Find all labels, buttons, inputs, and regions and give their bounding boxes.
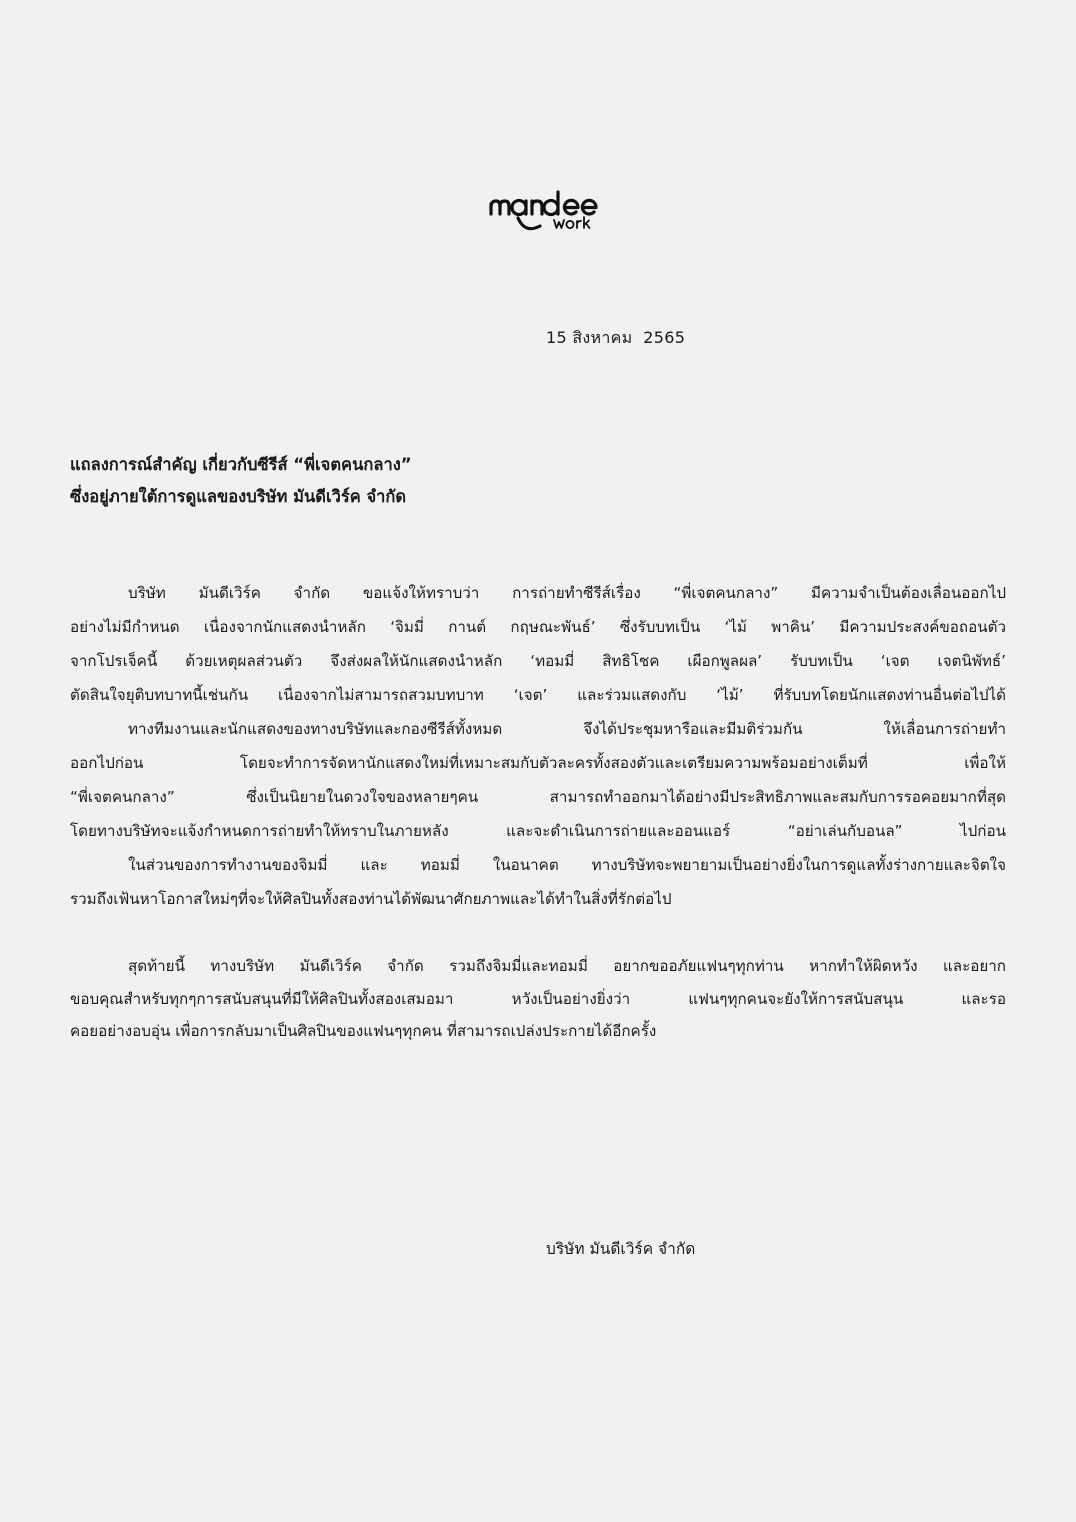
closing-line: สุดท้ายนี้ ทางบริษัท มันดีเวิร์ค จำกัด รวมถึงจิมมี่และทอมมี่ อยากขออภัยแฟนๆทุกท่าน หากทำให้ผิดหวัง และอยาก: [128, 957, 1006, 975]
mandee-work-logo: [488, 190, 610, 240]
letter-date: 15 สิงหาคม 2565: [546, 328, 686, 347]
closing-paragraph: [70, 950, 1006, 1048]
body-line: ในส่วนของการทำงานของจิมมี่ และ ทอมมี่ ในอนาคต ทางบริษัทจะพยายามเป็นอย่างยิ่งในการดูแลทั้งร่างกายและจิตใจ: [128, 856, 1006, 874]
body-line: “พี่เจตคนกลาง” ซึ่งเป็นนิยายในดวงใจของหลายๆคน สามารถทำออกมาได้อย่างมีประสิทธิภาพและสมกับการรอคอยมากที่สุด: [70, 788, 1006, 806]
statement-body: [70, 576, 1006, 916]
title-line-2: ซึ่งอยู่ภายใต้การดูแลของบริษัท มันดีเวิร์ค จำกัด: [70, 487, 407, 506]
body-line: ตัดสินใจยุติบทบาทนี้เช่นกัน เนื่องจากไม่สามารถสวมบทบาท ‘เจต’ และร่วมแสดงกับ ‘ไม้’ ที่รับบทโดยนักแสดงท่านอื่นต่อไปได้: [70, 686, 1006, 704]
title-line-1: แถลงการณ์สำคัญ เกี่ยวกับซีรีส์ “พี่เจตคนกลาง”: [70, 455, 412, 474]
body-line: โดยทางบริษัทจะแจ้งกำหนดการถ่ายทำให้ทราบในภายหลัง และจะดำเนินการถ่ายและออนแอร์ “อย่าเล่นกับอนล” ไปก่อน: [70, 822, 1006, 840]
body-line: ออกไปก่อน โดยจะทำการจัดหานักแสดงใหม่ที่เหมาะสมกับตัวละครทั้งสองตัวและเตรียมความพร้อมอย่างเต็มที่ เพื่อให้: [70, 754, 1006, 772]
company-signature: บริษัท มันดีเวิร์ค จำกัด: [546, 1240, 696, 1258]
body-line: ทางทีมงานและนักแสดงของทางบริษัทและกองซีรีส์ทั้งหมด จึงได้ประชุมหารือและมีมติร่วมกัน ให้เลื่อนการถ่ายทำ: [128, 720, 1006, 738]
statement-title: [70, 449, 412, 513]
body-line: จากโปรเจ็คนี้ ด้วยเหตุผลส่วนตัว จึงส่งผลให้นักแสดงนำหลัก ‘ทอมมี่ สิทธิโชค เผือกพูลผล’ รับบทเป็น ‘เจต เจตนิพัทธ์’: [70, 652, 1006, 670]
closing-line: ขอบคุณสำหรับทุกๆการสนับสนุนที่มีให้ศิลปินทั้งสองเสมอมา หวังเป็นอย่างยิ่งว่า แฟนๆทุกคนจะยังให้การสนับสนุน และรอ: [70, 989, 1006, 1008]
body-line: อย่างไม่มีกำหนด เนื่องจากนักแสดงนำหลัก ‘จิมมี่ กานต์ กฤษณะพันธ์’ ซึ่งรับบทเป็น ‘ไม้ พาคิน’ มีความประสงค์ขอถอนตัว: [70, 618, 1006, 636]
body-line: บริษัท มันดีเวิร์ค จำกัด ขอแจ้งให้ทราบว่า การถ่ายทำซีรีส์เรื่อง “พี่เจตคนกลาง” มีความจำเป็นต้องเลื่อนออกไป: [128, 584, 1006, 602]
body-line: รวมถึงเฟ้นหาโอกาสใหม่ๆที่จะให้ศิลปินทั้งสองท่านได้พัฒนาศักยภาพและได้ทำในสิ่งที่รักต่อไป: [70, 890, 672, 908]
closing-line: คอยอย่างอบอุ่น เพื่อการกลับมาเป็นศิลปินของแฟนๆทุกคน ที่สามารถเปล่งประกายได้อีกครั้ง: [70, 1022, 657, 1040]
